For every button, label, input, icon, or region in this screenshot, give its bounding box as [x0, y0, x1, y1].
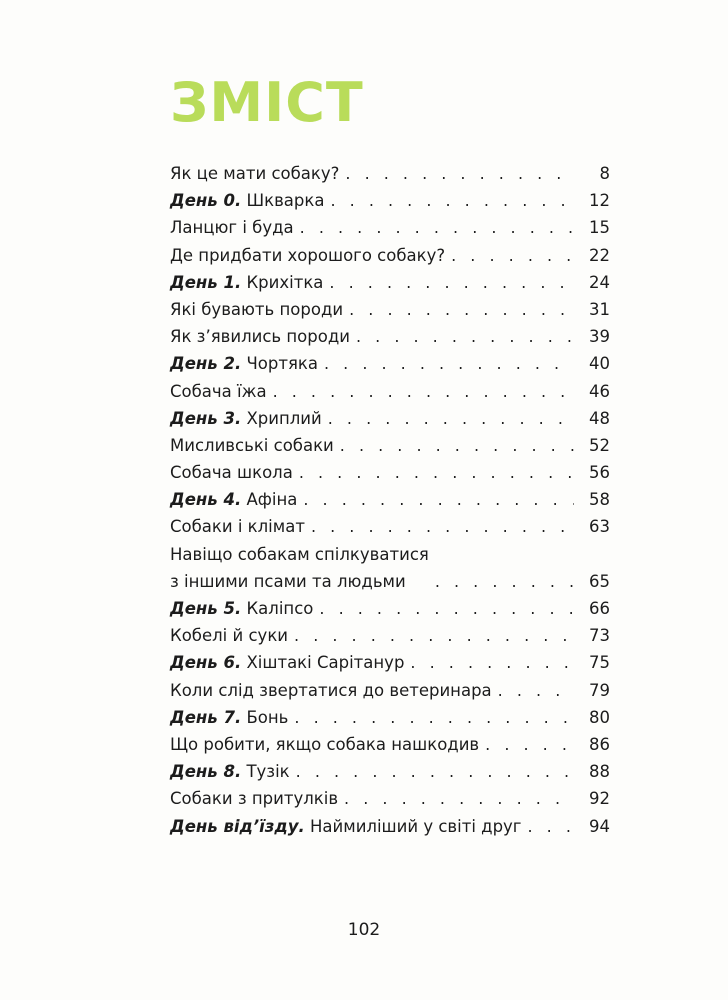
dot-leader: [294, 704, 574, 731]
toc-entry-text: Як з’явились породи: [170, 327, 350, 347]
dot-leader: [498, 677, 574, 704]
toc-page-number: 94: [589, 816, 610, 836]
toc-entry: [170, 242, 610, 269]
toc-entry: [170, 541, 610, 595]
toc-entry-text: Собаки з притулків: [170, 789, 339, 809]
toc-entry-text: Хіштакі Сарітанур: [246, 653, 405, 673]
dot-leader: [340, 432, 574, 459]
toc-entry: [170, 649, 610, 676]
toc-entry: [170, 350, 610, 377]
toc-entry-text: Собаки і клімат: [170, 517, 305, 537]
toc-page-number: 66: [589, 599, 610, 619]
toc-entry-title: [170, 242, 445, 269]
dot-leader: [300, 214, 574, 241]
toc-page-number: 31: [589, 299, 610, 319]
toc-entry-title: [170, 187, 324, 214]
dot-leader: [294, 622, 574, 649]
toc-entry: [170, 214, 610, 241]
dot-leader: [328, 405, 574, 432]
dot-leader: [451, 242, 574, 269]
toc-page-number: 80: [589, 707, 610, 727]
toc-entry-day: День 8.: [170, 762, 242, 782]
toc-entry-text: Що робити, якщо собака нашкодив: [170, 734, 480, 754]
toc-entry-day: День 4.: [170, 490, 242, 510]
toc-entry-text: Які бувають породи: [170, 299, 344, 319]
toc-entry: [170, 269, 610, 296]
toc-entry-text: Тузік: [246, 762, 290, 782]
dot-leader: [485, 731, 574, 758]
toc-entry-text: Шкварка: [246, 191, 325, 211]
dot-leader: [311, 513, 574, 540]
dot-leader: [299, 459, 574, 486]
toc-entry-text: Чортяка: [246, 354, 318, 374]
toc-entry-title: [170, 160, 339, 187]
toc-entry-title: [170, 622, 288, 649]
toc-page-number: 86: [589, 734, 610, 754]
toc-entry: [170, 513, 610, 540]
toc-entry-title: [170, 269, 323, 296]
toc-entry: [170, 296, 610, 323]
toc-entry-text: Бонь: [246, 707, 289, 727]
toc-entry-title: [170, 459, 293, 486]
toc-entry-day: День 1.: [170, 272, 242, 292]
toc-page-number: 75: [589, 653, 610, 673]
toc-entry: [170, 432, 610, 459]
toc-entry-title: [170, 785, 338, 812]
toc-entry: [170, 731, 610, 758]
toc-page-number: 39: [589, 327, 610, 347]
toc-entry-day: День від’їзду.: [170, 816, 305, 836]
toc-entry-text: Як це мати собаку?: [170, 164, 340, 183]
toc-entry-title: [170, 323, 350, 350]
toc-entry: [170, 405, 610, 432]
toc-entry-day: День 6.: [170, 653, 242, 673]
toc-entry-title: [170, 704, 288, 731]
toc-entry-text: Ланцюг і буда: [170, 218, 294, 238]
toc-entry: [170, 160, 610, 187]
toc-entry-day: День 5.: [170, 599, 242, 619]
toc-entry-title: [170, 541, 429, 595]
toc-entry: [170, 758, 610, 785]
toc-entry-text: Собача їжа: [170, 381, 267, 401]
toc-page-number: 92: [589, 789, 610, 809]
toc-entry-text: Наймиліший у світі друг: [310, 816, 522, 836]
toc-page-number: 46: [589, 381, 610, 401]
toc-entry: [170, 813, 610, 840]
toc-entry-text: Афіна: [246, 490, 298, 510]
toc-page-number: 24: [589, 272, 610, 292]
toc-page-number: 63: [589, 517, 610, 537]
page-title: ЗМІСТ: [170, 71, 364, 134]
toc-entry: [170, 187, 610, 214]
toc-entry-title: [170, 813, 521, 840]
toc-entry: [170, 378, 610, 405]
toc-entry-title: [170, 677, 492, 704]
toc-entry-text-continued: з іншими псами та людьми: [170, 571, 406, 591]
dot-leader: [435, 568, 574, 595]
toc-entry: [170, 785, 610, 812]
toc-page-number: 12: [589, 191, 610, 211]
toc-page-number: 73: [589, 626, 610, 646]
toc-entry-title: [170, 513, 305, 540]
toc-entry-title: [170, 378, 267, 405]
dot-leader: [296, 758, 574, 785]
toc-entry: [170, 323, 610, 350]
dot-leader: [345, 160, 574, 187]
dot-leader: [273, 378, 574, 405]
toc-page-number: 65: [589, 571, 610, 591]
toc-entry-text: Каліпсо: [246, 599, 314, 619]
toc-entry-text: Собача школа: [170, 463, 293, 483]
dot-leader: [324, 350, 574, 377]
toc-entry-text: Кобелі й суки: [170, 626, 289, 646]
toc-entry: [170, 486, 610, 513]
toc-entry-title: [170, 649, 404, 676]
toc-entry-text: Мисливські собаки: [170, 435, 334, 455]
toc-page-number: 22: [589, 245, 610, 265]
toc-entry-title: [170, 595, 313, 622]
toc-entry-text: Хриплий: [246, 408, 322, 428]
dot-leader: [319, 595, 574, 622]
toc-entry-day: День 7.: [170, 707, 242, 727]
toc-page-number: 40: [589, 354, 610, 374]
toc-entry-text: Крихітка: [246, 272, 324, 292]
toc-entry-day: День 3.: [170, 408, 242, 428]
dot-leader: [303, 486, 574, 513]
toc-page-number: 79: [589, 680, 610, 700]
toc-entry-title: [170, 214, 294, 241]
toc-entry: [170, 677, 610, 704]
toc-entry-day: День 0.: [170, 191, 242, 211]
toc-entry-title: [170, 405, 322, 432]
toc-page-number: 58: [589, 490, 610, 510]
toc-page-number: 52: [589, 435, 610, 455]
table-of-contents: [170, 160, 610, 840]
toc-entry-title: [170, 432, 334, 459]
toc-entry: [170, 622, 610, 649]
toc-page-number: 88: [589, 762, 610, 782]
toc-page-number: 8: [599, 164, 610, 183]
dot-leader: [356, 323, 574, 350]
dot-leader: [349, 296, 574, 323]
dot-leader: [527, 813, 574, 840]
toc-entry-text: Коли слід звертатися до ветеринара: [170, 680, 492, 700]
toc-entry-title: [170, 758, 290, 785]
toc-entry-text: Навіщо собакам спілкуватися: [170, 544, 429, 564]
toc-entry-title: [170, 296, 343, 323]
toc-entry: [170, 704, 610, 731]
toc-entry-day: День 2.: [170, 354, 242, 374]
toc-entry-text: Де придбати хорошого собаку?: [170, 245, 446, 265]
toc-entry-title: [170, 486, 297, 513]
dot-leader: [410, 649, 574, 676]
toc-page-number: 56: [589, 463, 610, 483]
dot-leader: [344, 785, 574, 812]
dot-leader: [330, 187, 574, 214]
toc-entry: [170, 595, 610, 622]
toc-page-number: 15: [589, 218, 610, 238]
page-number: 102: [347, 920, 381, 940]
toc-entry-title: [170, 731, 479, 758]
toc-entry-title: [170, 350, 318, 377]
dot-leader: [329, 269, 574, 296]
toc-page-number: 48: [589, 408, 610, 428]
toc-entry: [170, 459, 610, 486]
